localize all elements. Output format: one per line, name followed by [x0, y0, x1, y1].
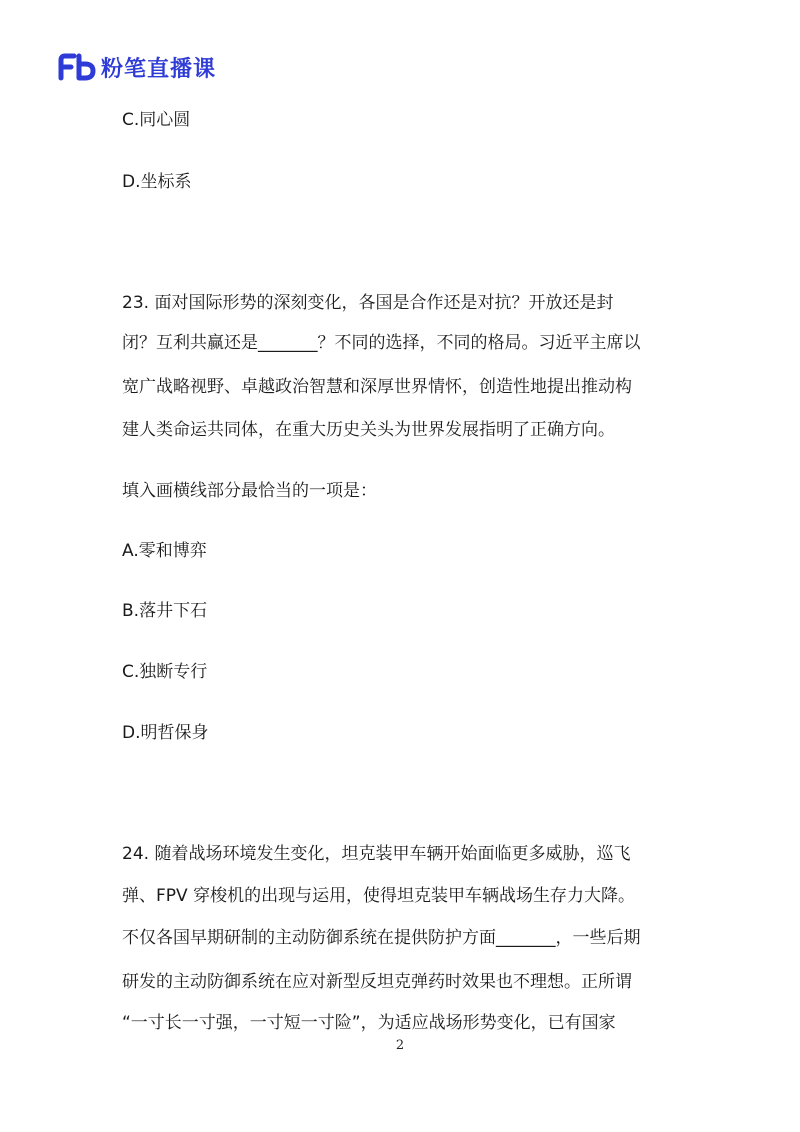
q23-stem-line-3: 宽广战略视野、卓越政治智慧和深厚世界情怀，创造性地提出推动构 [122, 377, 632, 397]
q24-stem-line-5: “一寸长一寸强，一寸短一寸险”，为适应战场形势变化，已有国家 [122, 1013, 616, 1033]
q23-option-b: B.落井下石 [122, 601, 208, 621]
q23-stem-line-1: 23. 面对国际形势的深刻变化，各国是合作还是对抗？开放还是封 [122, 293, 614, 313]
q22-option-d: D.坐标系 [122, 172, 192, 192]
q23-stem-line-4: 建人类命运共同体，在重大历史关头为世界发展指明了正确方向。 [122, 420, 615, 440]
q23-option-c: C.独断专行 [122, 662, 208, 682]
page-number: 2 [395, 1038, 405, 1053]
q24-stem-line-3: 不仅各国早期研制的主动防御系统在提供防护方面_______，一些后期 [122, 928, 641, 948]
q22-option-c: C.同心圆 [122, 110, 191, 130]
q23-option-a: A.零和博弈 [122, 541, 207, 561]
q23-prompt: 填入画横线部分最恰当的一项是： [122, 481, 377, 501]
q24-stem-line-4: 研发的主动防御系统在应对新型反坦克弹药时效果也不理想。正所谓 [122, 972, 632, 992]
fb-logo-icon [57, 52, 97, 82]
q23-option-d: D.明哲保身 [122, 723, 209, 743]
q24-stem-line-2: 弹、FPV 穿梭机的出现与运用，使得坦克装甲车辆战场生存力大降。 [122, 886, 636, 906]
q24-stem-line-1: 24. 随着战场环境发生变化，坦克装甲车辆开始面临更多威胁，巡飞 [122, 844, 631, 864]
brand-logo [57, 52, 216, 82]
q23-stem-line-2: 闭？互利共赢还是_______？不同的选择，不同的格局。习近平主席以 [122, 333, 641, 353]
brand-name: 粉笔直播课 [101, 56, 217, 82]
